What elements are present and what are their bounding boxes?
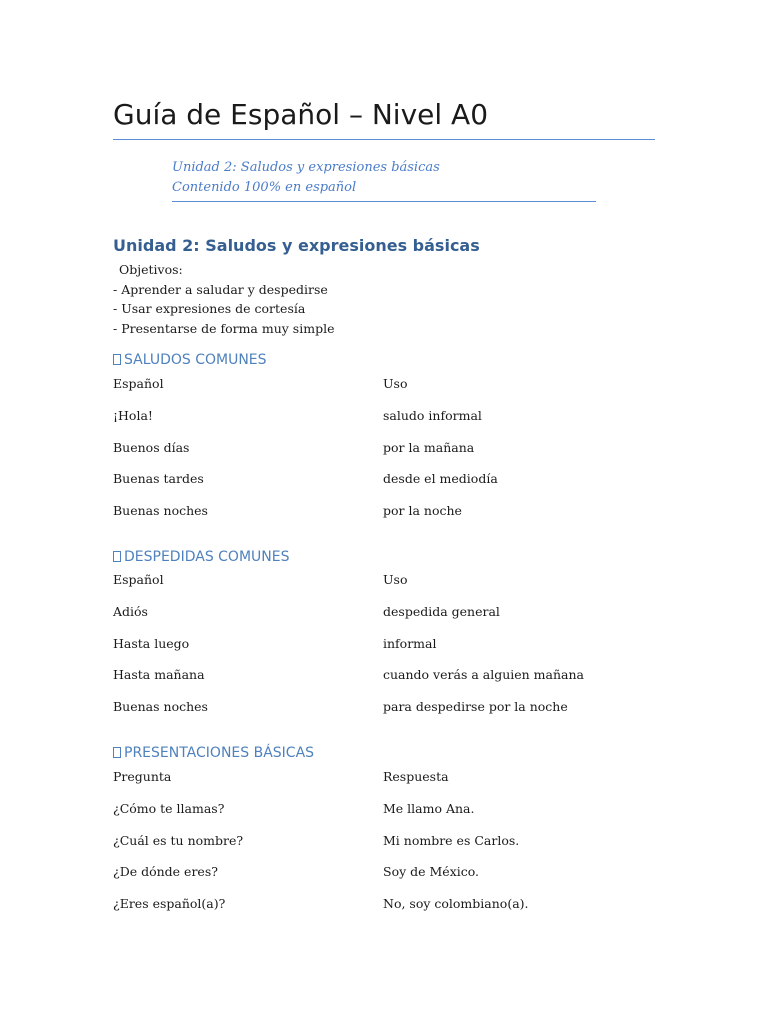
table-row (113, 832, 655, 864)
table-cell: ¡Hola! (113, 407, 153, 423)
table-cell: ¿De dónde eres? (113, 864, 218, 880)
section-heading-text: PRESENTACIONES BÁSICAS (124, 745, 315, 761)
table-cell: Buenos días (113, 439, 190, 455)
table-cell: Español (113, 376, 164, 391)
table-cell: ¿Cómo te llamas? (113, 800, 225, 816)
table-saludos (113, 375, 655, 534)
table-cell: Soy de México. (383, 864, 480, 880)
table-cell: por la noche (383, 503, 462, 519)
table-row (113, 666, 655, 698)
subtitle-line: Unidad 2: Saludos y expresiones básicas (172, 160, 440, 175)
table-presentaciones (113, 768, 655, 927)
table-cell: Hasta luego (113, 635, 190, 651)
objective-item: - Aprender a saludar y despedirse (113, 281, 328, 297)
title-divider (113, 139, 655, 140)
table-cell: Mi nombre es Carlos. (383, 832, 520, 848)
table-row (113, 439, 655, 471)
section-heading-presentaciones (113, 743, 314, 763)
table-cell: Adiós (113, 603, 148, 619)
missing-glyph-icon (113, 747, 121, 758)
table-cell: Español (113, 572, 164, 587)
table-cell: Buenas noches (113, 503, 208, 519)
subtitle-block (172, 158, 596, 202)
table-cell: Hasta mañana (113, 667, 205, 683)
table-row (113, 863, 655, 895)
table-cell: desde el mediodía (383, 471, 498, 487)
objectives-label: Objetivos: (119, 262, 183, 277)
table-row (113, 698, 655, 730)
objective-item: - Usar expresiones de cortesía (113, 301, 306, 316)
table-cell: Respuesta (383, 769, 449, 784)
table-cell: Uso (383, 376, 408, 391)
table-header-row (113, 375, 655, 407)
table-row (113, 502, 655, 534)
table-row (113, 603, 655, 635)
table-header-row (113, 571, 655, 603)
subtitle-line: Contenido 100% en español (172, 180, 357, 195)
table-cell: saludo informal (383, 407, 482, 423)
table-row (113, 407, 655, 439)
table-cell: cuando verás a alguien mañana (383, 667, 584, 683)
objective-item: - Presentarse de forma muy simple (113, 320, 335, 336)
table-cell: Buenas noches (113, 699, 208, 715)
section-heading-text: DESPEDIDAS COMUNES (124, 549, 290, 565)
missing-glyph-icon (113, 354, 121, 365)
table-row (113, 635, 655, 667)
section-heading-text: SALUDOS COMUNES (124, 352, 267, 368)
table-cell: Buenas tardes (113, 471, 204, 487)
unit-heading: Unidad 2: Saludos y expresiones básicas (113, 236, 480, 255)
document-title: Guía de Español – Nivel A0 (113, 98, 489, 131)
table-despedidas (113, 571, 655, 730)
table-cell: Pregunta (113, 769, 172, 784)
table-cell: por la mañana (383, 439, 475, 455)
section-heading-saludos (113, 350, 267, 370)
table-row (113, 895, 655, 927)
table-cell: Uso (383, 572, 408, 587)
objectives-block (113, 260, 655, 338)
table-cell: informal (383, 635, 437, 651)
table-row (113, 470, 655, 502)
table-cell: ¿Eres español(a)? (113, 896, 226, 912)
table-cell: Me llamo Ana. (383, 800, 475, 816)
table-cell: para despedirse por la noche (383, 699, 568, 715)
table-cell: despedida general (383, 603, 500, 619)
missing-glyph-icon (113, 551, 121, 562)
table-header-row (113, 768, 655, 800)
table-row (113, 800, 655, 832)
table-cell: ¿Cuál es tu nombre? (113, 832, 244, 848)
table-cell: No, soy colombiano(a). (383, 896, 529, 912)
section-heading-despedidas (113, 547, 289, 567)
